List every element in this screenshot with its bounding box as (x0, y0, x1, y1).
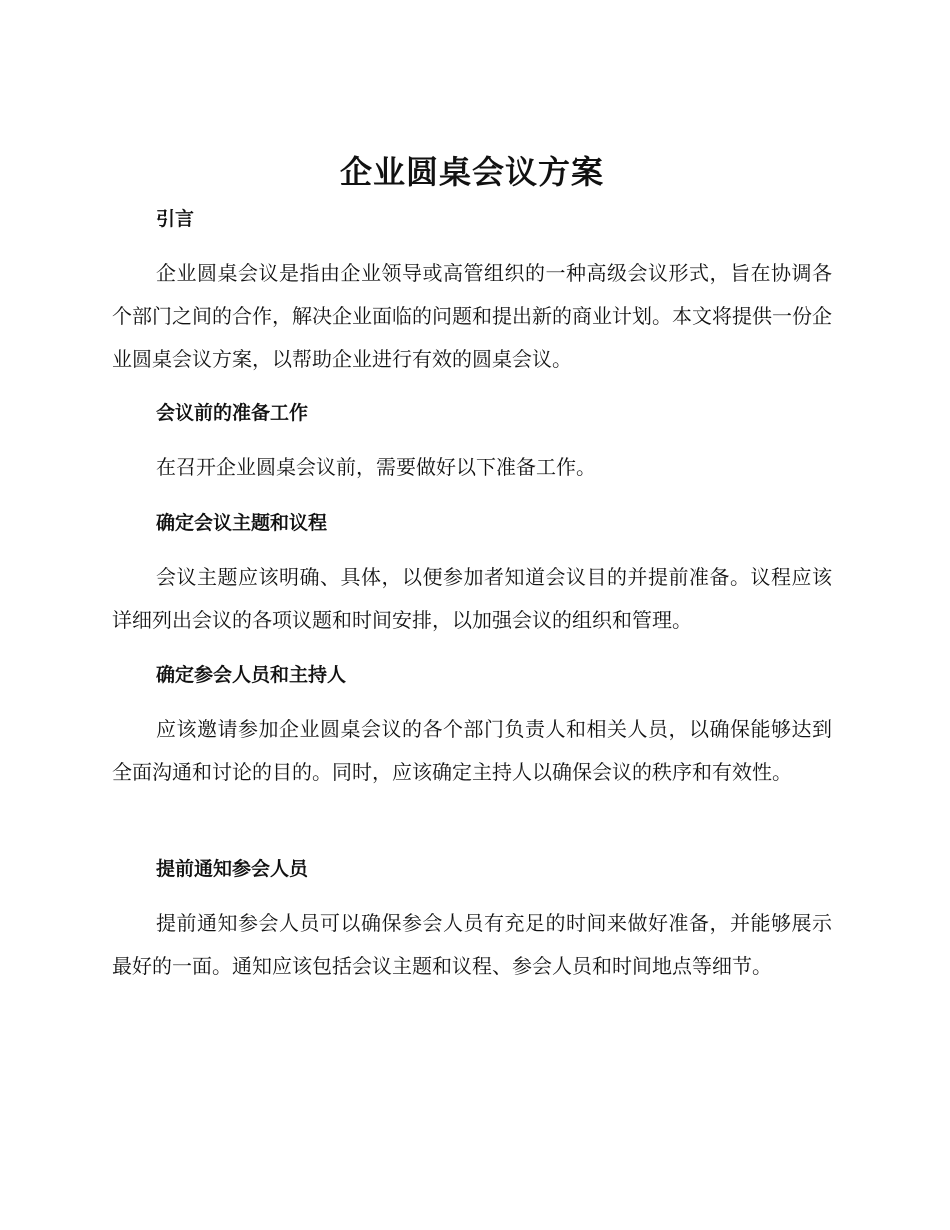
section-heading-attendees-host: 确定参会人员和主持人 (156, 664, 347, 686)
section-paragraph-attendees-host: 应该邀请参加企业圆桌会议的各个部门负责人和相关人员，以确保能够达到全面沟通和讨论的目的。同时，应该确定主持人以确保会议的秩序和有效性。 (112, 717, 832, 784)
section-paragraph-preparation: 在召开企业圆桌会议前，需要做好以下准备工作。 (156, 455, 596, 479)
section-heading-advance-notice: 提前通知参会人员 (156, 858, 309, 880)
section-heading-introduction: 引言 (156, 208, 195, 230)
section-heading-preparation: 会议前的准备工作 (156, 402, 309, 424)
section-paragraph-introduction: 企业圆桌会议是指由企业领导或高管组织的一种高级会议形式，旨在协调各个部门之间的合作，解决企业面临的问题和提出新的商业计划。本文将提供一份企业圆桌会议方案，以帮助企业进行有效的圆桌会议。 (112, 261, 832, 371)
document-title: 企业圆桌会议方案 (339, 153, 604, 191)
section-paragraph-advance-notice: 提前通知参会人员可以确保参会人员有充足的时间来做好准备，并能够展示最好的一面。通知应该包括会议主题和议程、参会人员和时间地点等细节。 (112, 911, 832, 978)
section-heading-topic-agenda: 确定会议主题和议程 (156, 512, 328, 534)
section-paragraph-topic-agenda: 会议主题应该明确、具体，以便参加者知道会议目的并提前准备。议程应该详细列出会议的各项议题和时间安排，以加强会议的组织和管理。 (112, 565, 832, 632)
